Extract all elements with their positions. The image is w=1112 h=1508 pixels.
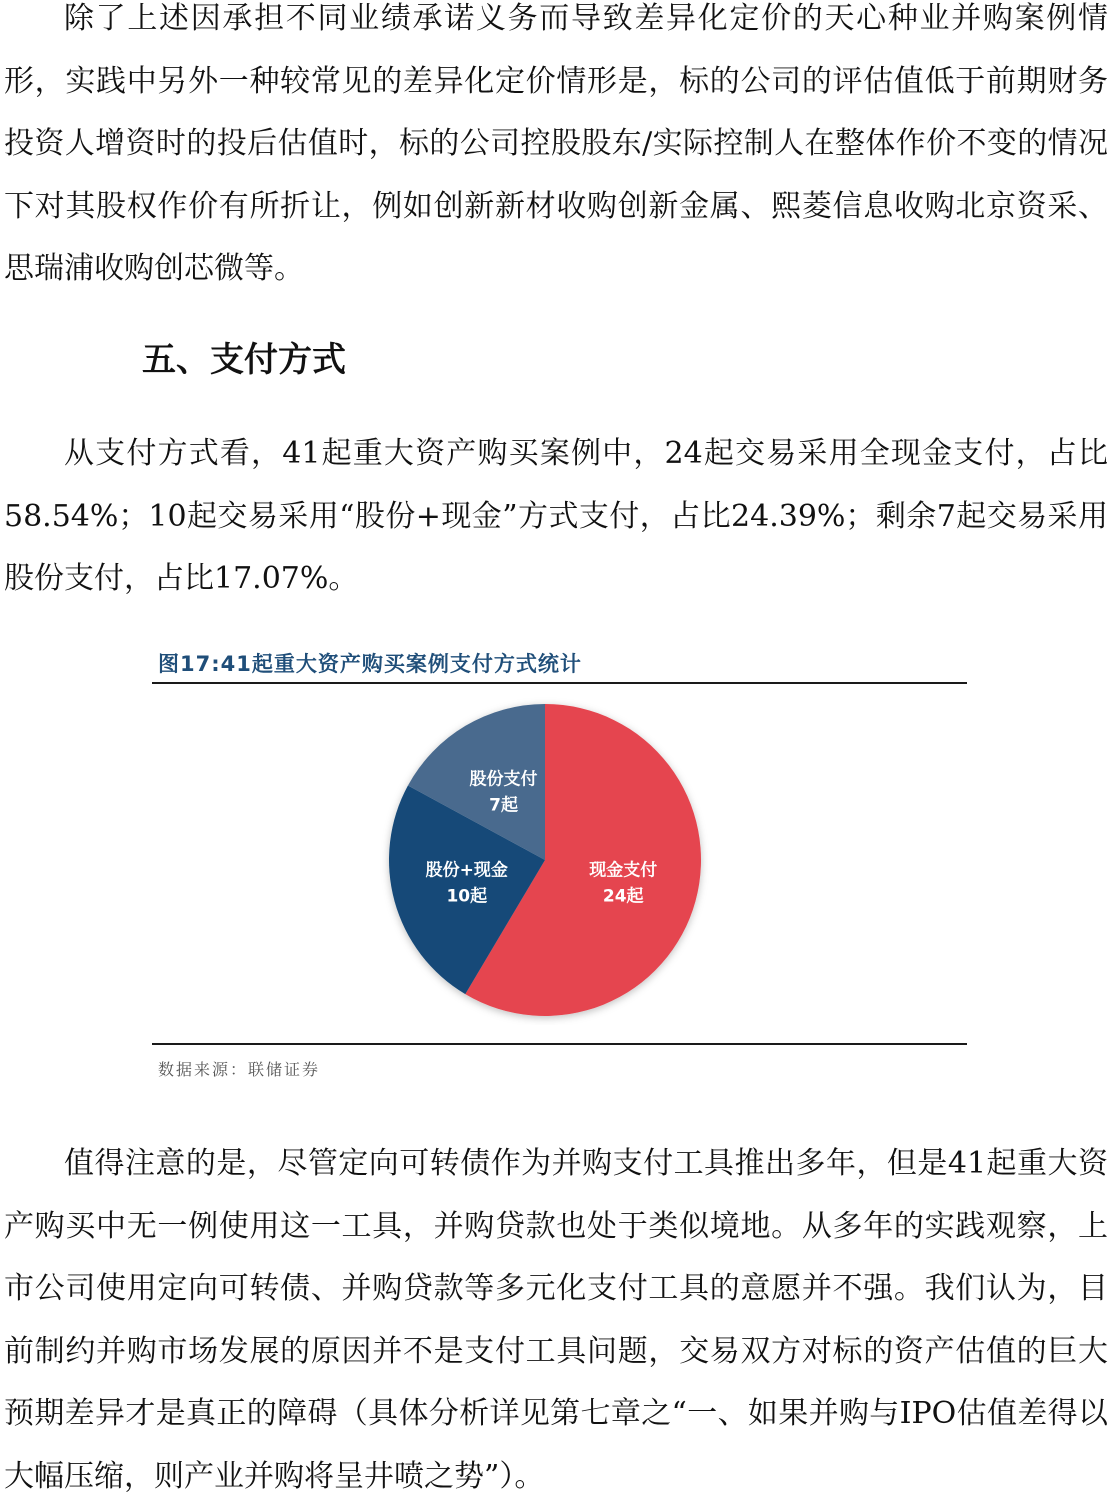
figure-source: 数据来源：联储证券 bbox=[158, 1060, 321, 1079]
paragraph-payment-stats: 从支付方式看，41起重大资产购买案例中，24起交易采用全现金支付，占比58.54%；10起交易采用“股份+现金”方式支付，占比24.39%；剩余7起交易采用股份支付，占比17.07%。 bbox=[4, 436, 1108, 596]
pie-slice-count-0: 24起 bbox=[602, 886, 644, 907]
paragraph-payment-tools: 值得注意的是，尽管定向可转债作为并购支付工具推出多年，但是41起重大资产购买中无一例使用这一工具，并购贷款也处于类似境地。从多年的实践观察，上市公司使用定向可转债、并购贷款等多元化支付工具的意愿并不强。我们认为，目前制约并购市场发展的原因并不是支付工具问题，交易双方对标的资产估值的巨大预期差异才是真正的障碍（具体分析详见第七章之“一、如果并购与IPO估值差得以大幅压缩，则产业并购将呈井喷之势”）。 bbox=[4, 1146, 1108, 1494]
pie-slice-name-1: 股份+现金 bbox=[425, 860, 508, 881]
figure-bottom-rule bbox=[152, 1043, 967, 1045]
figure-title: 图17:41起重大资产购买案例支付方式统计 bbox=[158, 652, 582, 676]
pie-slice-name-0: 现金支付 bbox=[589, 860, 658, 881]
section-heading: 五、支付方式 bbox=[142, 340, 346, 380]
pie-slice-name-2: 股份支付 bbox=[469, 769, 538, 790]
paragraph-restructuring-pricing: 除了上述因承担不同业绩承诺义务而导致差异化定价的天心种业并购案例情形，实践中另外一种较常见的差异化定价情形是，标的公司的评估值低于前期财务投资人增资时的投后估值时，标的公司控股股东/实际控制人在整体作价不变的情况下对其股权作价有所折让，例如创新新材收购创新金属、熙菱信息收购北京资采、思瑞浦收购创芯微等。 bbox=[4, 1, 1108, 286]
pie-slice-count-2: 7起 bbox=[489, 795, 518, 816]
figure-top-rule bbox=[152, 682, 967, 684]
pie-slice-count-1: 10起 bbox=[446, 886, 488, 907]
pie-chart bbox=[380, 695, 710, 1025]
